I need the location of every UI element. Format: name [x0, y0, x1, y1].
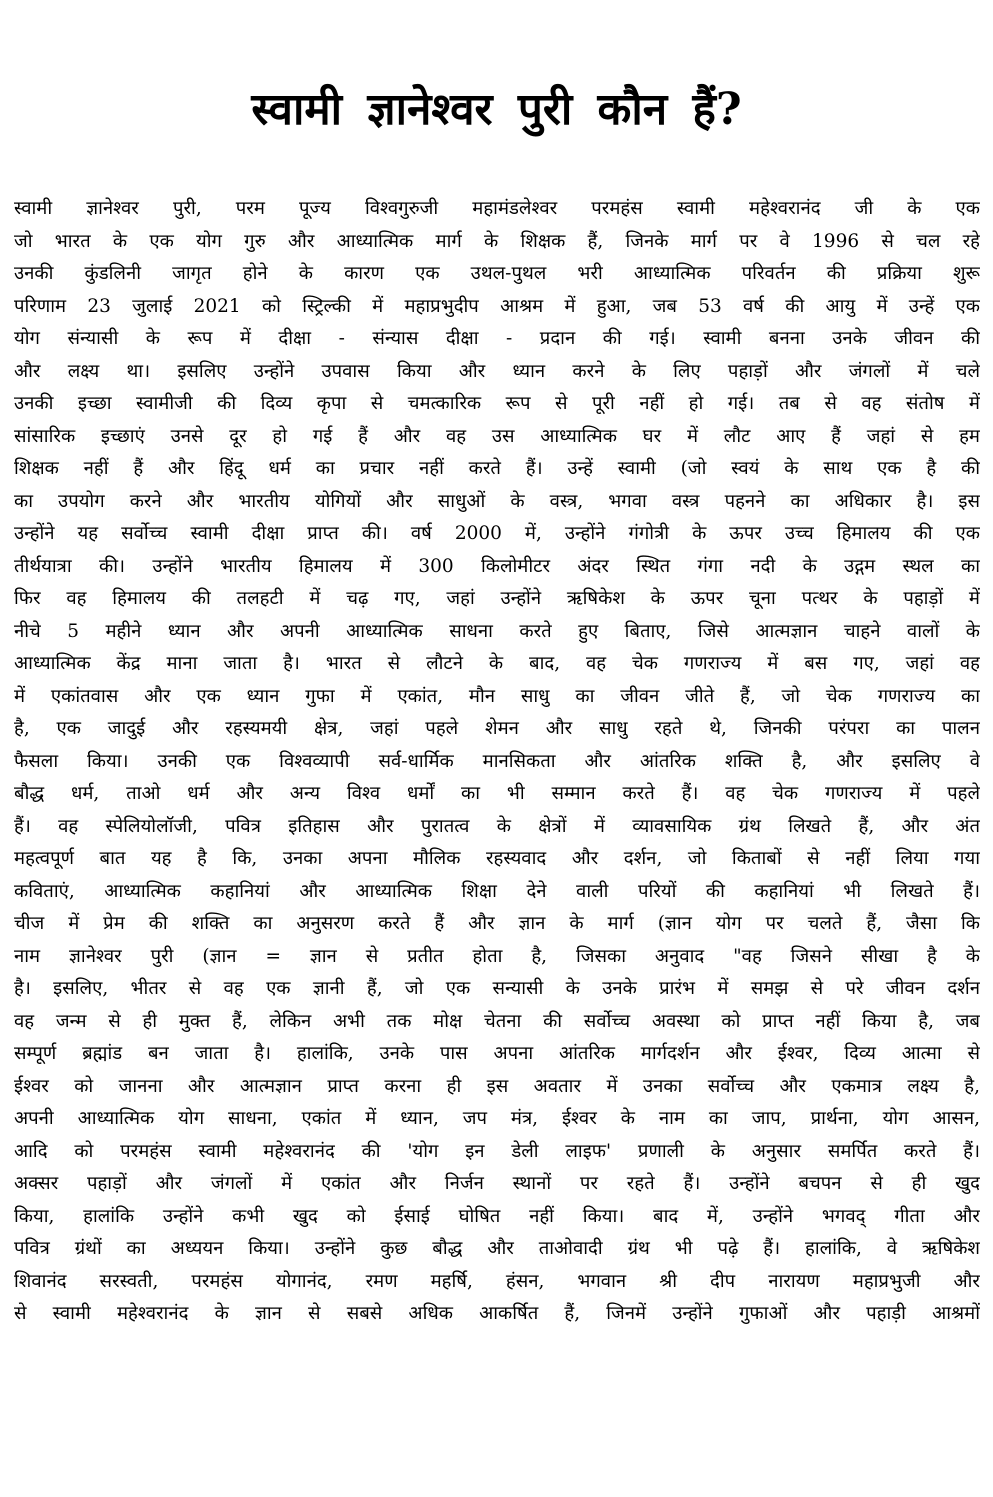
text-line: उन्होंने यह सर्वोच्च स्वामी दीक्षा प्राप्त की। वर्ष 2000 में, उन्होंने गंगोत्री के ऊपर उच्च हिमालय की एक	[14, 523, 980, 544]
text-line: सम्पूर्ण ब्रह्मांड बन जाता है। हालांकि, उनके पास अपना आंतरिक मार्गदर्शन और ईश्वर, दिव्य आत्मा से	[14, 1043, 980, 1064]
text-line: महत्वपूर्ण बात यह है कि, उनका अपना मौलिक रहस्यवाद और दर्शन, जो किताबों से नहीं लिया गया	[14, 848, 980, 869]
text-line: शिक्षक नहीं हैं और हिंदू धर्म का प्रचार नहीं करते हैं। उन्हें स्वामी (जो स्वयं के साथ एक है की	[14, 458, 980, 479]
text-line: आध्यात्मिक केंद्र माना जाता है। भारत से लौटने के बाद, वह चेक गणराज्य में बस गए, जहां वह	[14, 653, 980, 674]
text-line: हैं। वह स्पेलियोलॉजी, पवित्र इतिहास और पुरातत्व के क्षेत्रों में व्यावसायिक ग्रंथ लिखते हैं, और अंत	[14, 815, 980, 837]
text-line: से स्वामी महेश्वरानंद के ज्ञान से सबसे अधिक आकर्षित हैं, जिनमें उन्होंने गुफाओं और पहाड़ी आश्रमों	[14, 1303, 980, 1324]
text-line: उनकी कुंडलिनी जागृत होने के कारण एक उथल-पुथल भरी आध्यात्मिक परिवर्तन की प्रक्रिया शुरू	[14, 263, 980, 284]
text-line: स्वामी ज्ञानेश्वर पुरी, परम पूज्य विश्वगुरुजी महामंडलेश्वर परमहंस स्वामी महेश्वरानंद जी के एक	[14, 198, 980, 219]
text-line: आदि को परमहंस स्वामी महेश्वरानंद की 'योग इन डेली लाइफ' प्रणाली के अनुसार समर्पित करते हैं।	[14, 1140, 980, 1162]
text-line: का उपयोग करने और भारतीय योगियों और साधुओं के वस्त्र, भगवा वस्त्र पहनने का अधिकार है। इस	[14, 490, 980, 512]
text-line: नीचे 5 महीने ध्यान और अपनी आध्यात्मिक साधना करते हुए बिताए, जिसे आत्मज्ञान चाहने वालों के	[14, 620, 980, 642]
text-line: कविताएं, आध्यात्मिक कहानियां और आध्यात्मिक शिक्षा देने वाली परियों की कहानियां भी लिखते हैं।	[14, 880, 980, 902]
body-text	[14, 193, 980, 1331]
text-line: में एकांतवास और एक ध्यान गुफा में एकांत, मौन साधु का जीवन जीते हैं, जो चेक गणराज्य का	[14, 685, 980, 707]
text-line: है, एक जादुई और रहस्यमयी क्षेत्र, जहां पहले शेमन और साधु रहते थे, जिनकी परंपरा का पालन	[14, 718, 980, 739]
text-line: किया, हालांकि उन्होंने कभी खुद को ईसाई घोषित नहीं किया। बाद में, उन्होंने भगवद् गीता और	[14, 1205, 980, 1227]
text-line: अक्सर पहाड़ों और जंगलों में एकांत और निर्जन स्थानों पर रहते हैं। उन्होंने बचपन से ही खुद	[14, 1173, 980, 1194]
text-line: तीर्थयात्रा की। उन्होंने भारतीय हिमालय में 300 किलोमीटर अंदर स्थित गंगा नदी के उद्गम स्थल का	[14, 555, 980, 577]
text-line: परिणाम 23 जुलाई 2021 को स्ट्रिल्की में महाप्रभुदीप आश्रम में हुआ, जब 53 वर्ष की आयु में उन्हें एक	[14, 295, 980, 317]
text-line: नाम ज्ञानेश्वर पुरी (ज्ञान = ज्ञान से प्रतीत होता है, जिसका अनुवाद "वह जिसने सीखा है के	[14, 945, 980, 967]
text-line: सांसारिक इच्छाएं उनसे दूर हो गई हैं और वह उस आध्यात्मिक घर में लौट आए हैं जहां से हम	[14, 425, 980, 447]
text-line: बौद्ध धर्म, ताओ धर्म और अन्य विश्व धर्मों का भी सम्मान करते हैं। वह चेक गणराज्य में पहले	[14, 783, 980, 804]
text-line: जो भारत के एक योग गुरु और आध्यात्मिक मार्ग के शिक्षक हैं, जिनके मार्ग पर वे 1996 से चल रहे	[14, 230, 980, 252]
text-line: फैसला किया। उनकी एक विश्वव्यापी सर्व-धार्मिक मानसिकता और आंतरिक शक्ति है, और इसलिए वे	[14, 750, 980, 772]
text-line: है। इसलिए, भीतर से वह एक ज्ञानी हैं, जो एक सन्यासी के उनके प्रारंभ में समझ से परे जीवन दर्शन	[14, 978, 980, 999]
text-line: अपनी आध्यात्मिक योग साधना, एकांत में ध्यान, जप मंत्र, ईश्वर के नाम का जाप, प्रार्थना, योग आसन,	[14, 1108, 980, 1129]
text-line: वह जन्म से ही मुक्त हैं, लेकिन अभी तक मोक्ष चेतना की सर्वोच्च अवस्था को प्राप्त नहीं किया है, जब	[14, 1010, 980, 1032]
text-line: उनकी इच्छा स्वामीजी की दिव्य कृपा से चमत्कारिक रूप से पूरी नहीं हो गई। तब से वह संतोष में	[14, 393, 980, 414]
page-title: स्वामी ज्ञानेश्वर पुरी कौन हैं?	[251, 84, 742, 135]
text-line: चीज में प्रेम की शक्ति का अनुसरण करते हैं और ज्ञान के मार्ग (ज्ञान योग पर चलते हैं, जैसा कि	[14, 913, 980, 934]
text-line: फिर वह हिमालय की तलहटी में चढ़ गए, जहां उन्होंने ऋषिकेश के ऊपर चूना पत्थर के पहाड़ों में	[14, 588, 980, 609]
text-line: योग संन्यासी के रूप में दीक्षा - संन्यास दीक्षा - प्रदान की गई। स्वामी बनना उनके जीवन की	[14, 328, 980, 349]
text-line: शिवानंद सरस्वती, परमहंस योगानंद, रमण महर्षि, हंसन, भगवान श्री दीप नारायण महाप्रभुजी और	[14, 1270, 980, 1292]
text-line: ईश्वर को जानना और आत्मज्ञान प्राप्त करना ही इस अवतार में उनका सर्वोच्च और एकमात्र लक्ष्य है,	[14, 1075, 980, 1097]
text-line: पवित्र ग्रंथों का अध्ययन किया। उन्होंने कुछ बौद्ध और ताओवादी ग्रंथ भी पढ़े हैं। हालांकि, वे ऋषिकेश	[14, 1238, 980, 1259]
text-line: और लक्ष्य था। इसलिए उन्होंने उपवास किया और ध्यान करने के लिए पहाड़ों और जंगलों में चले	[14, 360, 980, 382]
